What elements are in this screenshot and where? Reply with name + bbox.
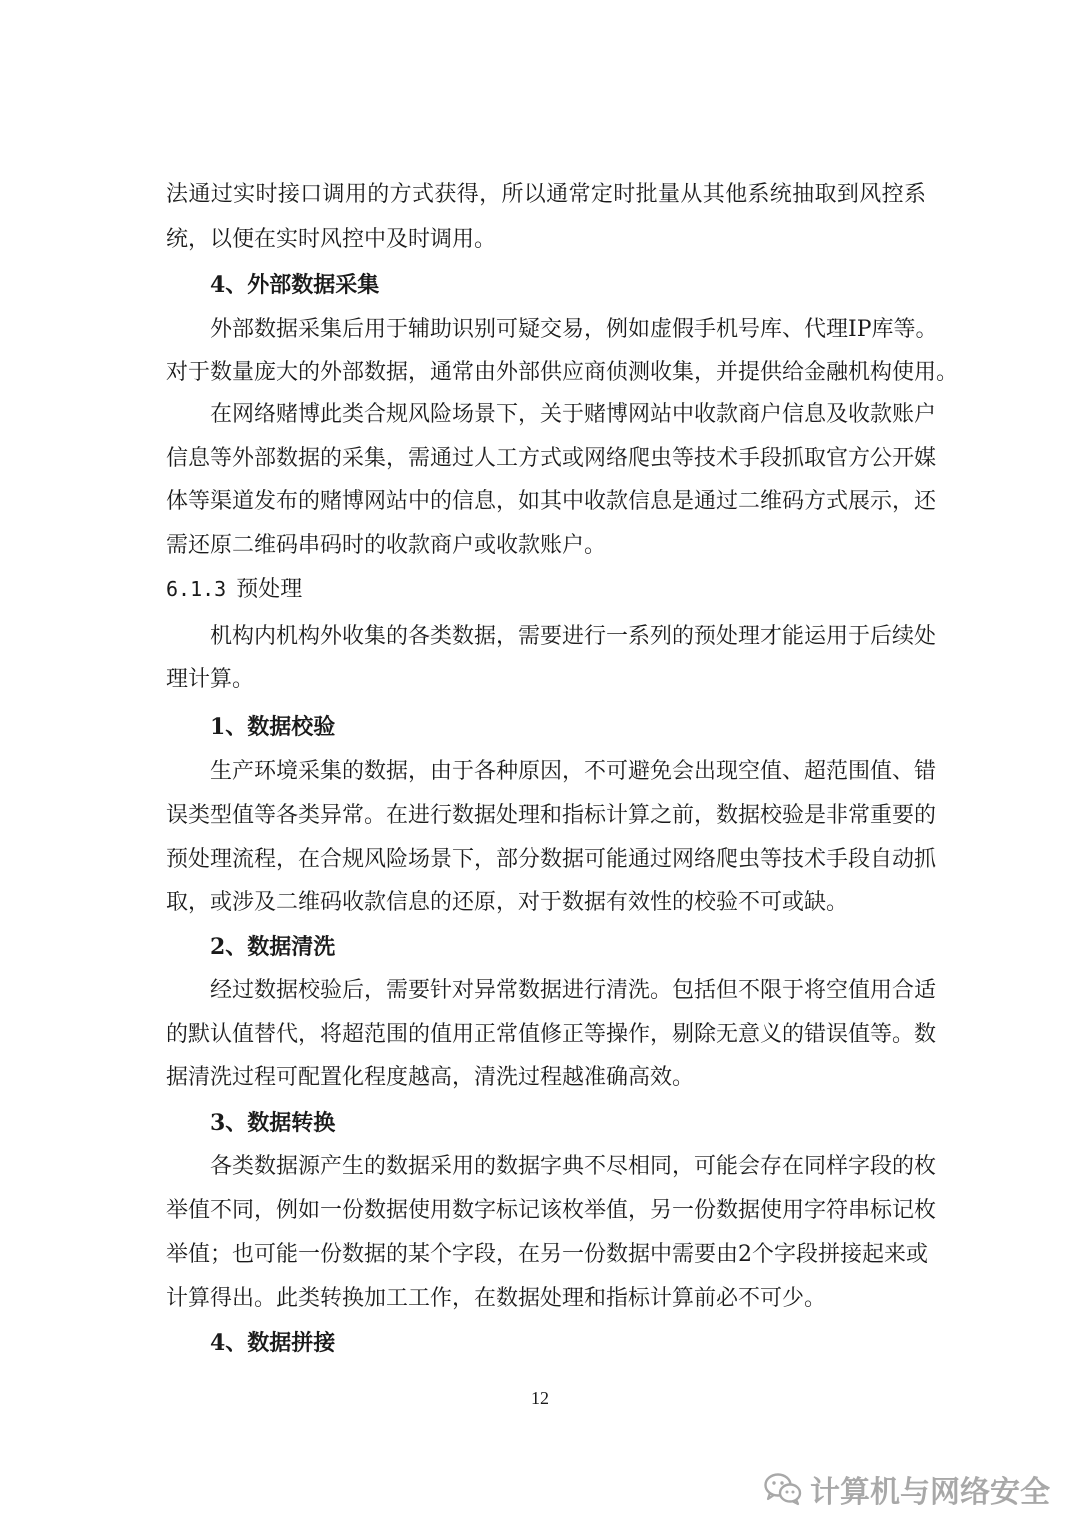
paragraph-line: 统，以便在实时风控中及时调用。 xyxy=(166,227,497,252)
paragraph-line: 信息等外部数据的采集，需通过人工方式或网络爬虫等技术手段抓取官方公开媒 xyxy=(166,446,937,471)
paragraph-line: 在网络赌博此类合规风险场景下，关于赌博网站中收款商户信息及收款账户 xyxy=(210,402,937,427)
item-heading: 3、数据转换 xyxy=(210,1110,336,1136)
paragraph-line: 需还原二维码串码时的收款商户或收款账户。 xyxy=(166,533,607,558)
item-heading: 2、数据清洗 xyxy=(210,934,336,960)
watermark-text: 计算机与网络安全 xyxy=(810,1475,1050,1510)
paragraph-line: 对于数量庞大的外部数据，通常由外部供应商侦测收集，并提供给金融机构使用。 xyxy=(166,360,959,385)
paragraph-line: 取，或涉及二维码收款信息的还原，对于数据有效性的校验不可或缺。 xyxy=(166,890,849,915)
item-heading: 1、数据校验 xyxy=(210,714,336,740)
paragraph-line: 机构内机构外收集的各类数据，需要进行一系列的预处理才能运用于后续处 xyxy=(210,624,937,649)
item-heading: 4、数据拼接 xyxy=(210,1330,336,1356)
paragraph-line: 经过数据校验后，需要针对异常数据进行清洗。包括但不限于将空值用合适 xyxy=(210,978,937,1003)
paragraph-line: 举值；也可能一份数据的某个字段，在另一份数据中需要由2个字段拼接起来或 xyxy=(166,1242,928,1267)
section-heading xyxy=(166,574,302,605)
paragraph-line: 各类数据源产生的数据采用的数据字典不尽相同，可能会存在同样字段的枚 xyxy=(210,1154,937,1179)
item-heading: 4、外部数据采集 xyxy=(210,272,380,298)
paragraph-line: 误类型值等各类异常。在进行数据处理和指标计算之前，数据校验是非常重要的 xyxy=(166,803,937,828)
page-number: 12 xyxy=(531,1388,549,1408)
wechat-icon xyxy=(764,1472,802,1506)
paragraph-line: 生产环境采集的数据，由于各种原因，不可避免会出现空值、超范围值、错 xyxy=(210,759,937,784)
section-number: 6.1.3 xyxy=(166,577,227,601)
section-title: 预处理 xyxy=(236,577,303,602)
paragraph-line: 外部数据采集后用于辅助识别可疑交易，例如虚假手机号库、代理IP库等。 xyxy=(210,317,938,342)
paragraph-line: 举值不同，例如一份数据使用数字标记该枚举值，另一份数据使用字符串标记枚 xyxy=(166,1198,937,1223)
paragraph-line: 法通过实时接口调用的方式获得，所以通常定时批量从其他系统抽取到风控系 xyxy=(166,182,926,207)
paragraph-line: 理计算。 xyxy=(166,667,255,692)
watermark xyxy=(764,1467,1050,1511)
paragraph-line: 体等渠道发布的赌博网站中的信息，如其中收款信息是通过二维码方式展示，还 xyxy=(166,489,937,514)
paragraph-line: 预处理流程，在合规风险场景下，部分数据可能通过网络爬虫等技术手段自动抓 xyxy=(166,847,937,872)
paragraph-line: 计算得出。此类转换加工工作，在数据处理和指标计算前必不可少。 xyxy=(166,1286,827,1311)
paragraph-line: 的默认值替代，将超范围的值用正常值修正等操作，剔除无意义的错误值等。数 xyxy=(166,1022,937,1047)
paragraph-line: 据清洗过程可配置化程度越高，清洗过程越准确高效。 xyxy=(166,1065,695,1090)
